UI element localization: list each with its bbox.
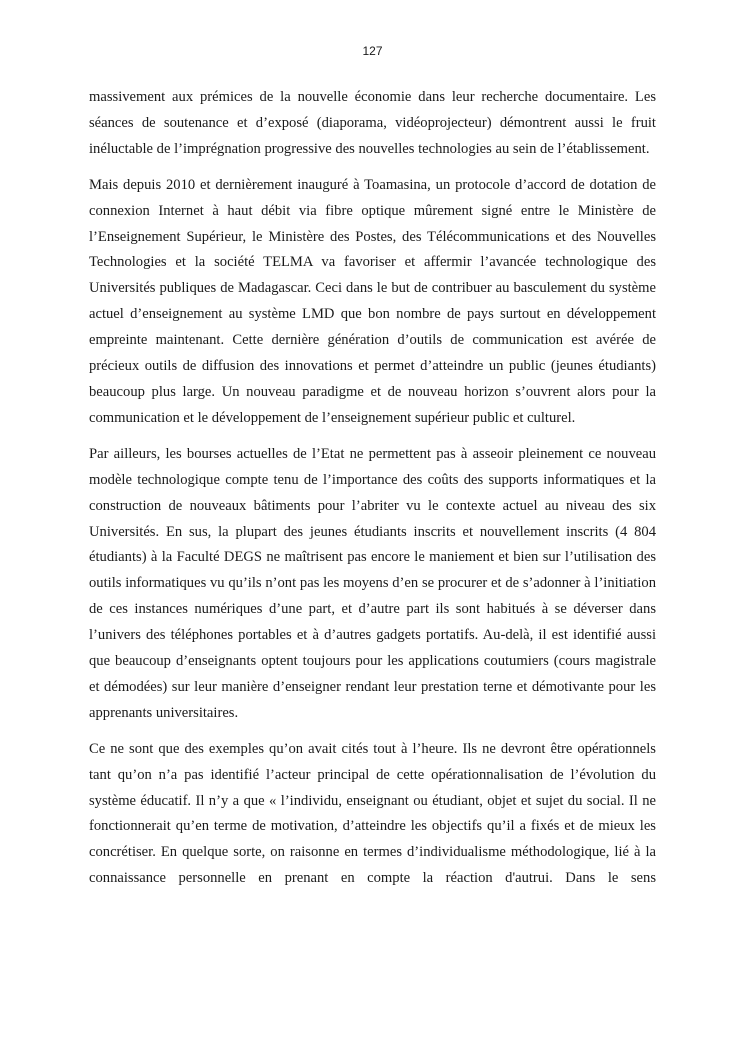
page-number: 127 — [362, 44, 383, 58]
paragraph-2: Mais depuis 2010 et dernièrement inauguré à Toamasina, un protocole d’accord de dotation de connexion Internet à haut débit via fibre optique mûrement signé entre le Ministère de l’Enseignement Supérieur, le Ministère des Postes, des Télécommunications et des Nouvelles Technologies et la société TELMA va favoriser et affermir l’avancée technologique des Universités publiques de Madagascar. Ceci dans le but de contribuer au basculement du système actuel d’enseignement au système LMD que bon nombre de pays surtout en développement empreinte maintenant. Cette dernière génération d’outils de communication est avérée de précieux outils de diffusion des innovations et permet d’atteindre un public (jeunes étudiants) beaucoup plus large. Un nouveau paradigme et de nouveau horizon s’ouvrent alors pour la communication et le développement de l’enseignement supérieur public et culturel. — [89, 176, 656, 426]
document-body — [89, 85, 656, 902]
paragraph-4: Ce ne sont que des exemples qu’on avait cités tout à l’heure. Ils ne devront être opérationnels tant qu’on n’a pas identifié l’acteur principal de cette opérationnalisation de l’évolution du système éducatif. Il n’y a que « l’individu, enseignant ou étudiant, objet et sujet du social. Il ne fonctionnerait qu’en terme de motivation, d’atteindre les objectifs qu’il a fixés et de mieux les concrétiser. En quelque sorte, on raisonne en termes d’individualisme méthodologique, lié à la connaissance personnelle en prenant en compte la réaction d'autrui. Dans le sens — [89, 740, 656, 887]
paragraph-1: massivement aux prémices de la nouvelle économie dans leur recherche documentaire. Les séances de soutenance et d’exposé (diaporama, vidéoprojecteur) démontrent aussi le fruit inéluctable de l’imprégnation progressive des nouvelles technologies au sein de l’établissement. — [89, 89, 656, 157]
paragraph-3: Par ailleurs, les bourses actuelles de l’Etat ne permettent pas à asseoir pleinement ce nouveau modèle technologique compte tenu de l’importance des coûts des supports informatiques et la construction de nouveaux bâtiments pour l’abriter vu le contexte actuel au niveau des six Universités. En sus, la plupart des jeunes étudiants inscrits et nouvellement inscrits (4 804 étudiants) à la Faculté DEGS ne maîtrisent pas encore le maniement et bien sur l’utilisation des outils informatiques vu qu’ils n’ont pas les moyens d’en se procurer et de s’adonner à l’initiation de ces instances numériques d’une part, et d’autre part ils sont habitués à se déverser dans l’univers des téléphones portables et à d’autres gadgets portatifs. Au-delà, il est identifié aussi que beaucoup d’enseignants optent toujours pour les applications coutumiers (cours magistrale et démodées) sur leur manière d’enseigner rendant leur prestation terne et démotivante pour les apprenants universitaires. — [89, 445, 656, 721]
